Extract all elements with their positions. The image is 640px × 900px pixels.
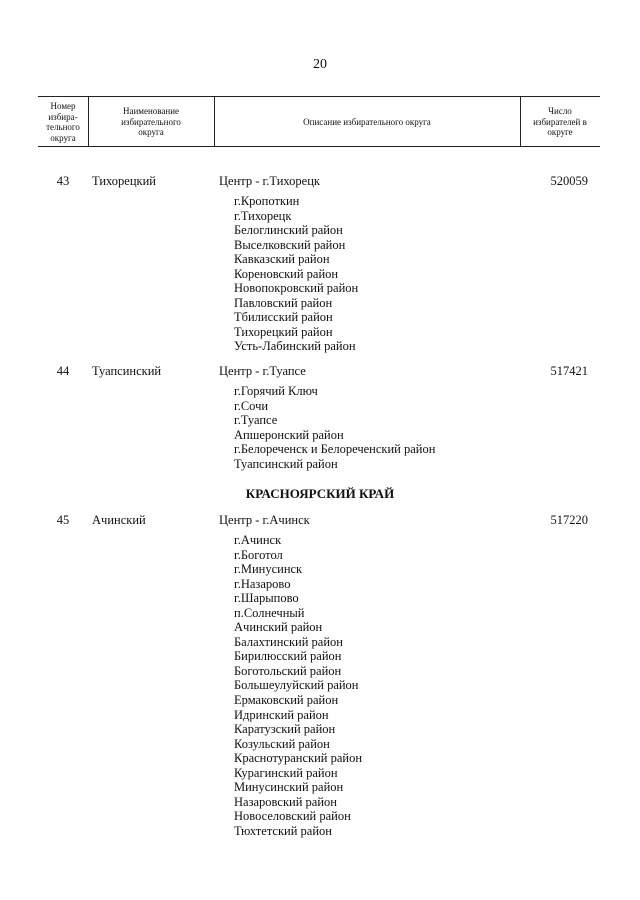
region-heading: КРАСНОЯРСКИЙ КРАЙ [245, 486, 395, 501]
district-voters: 517220 [550, 513, 588, 527]
header-text: округа [50, 132, 76, 143]
header-top-rule [38, 96, 600, 97]
header-text: округе [547, 127, 573, 138]
area-item: г.Горячий Ключ [234, 384, 318, 398]
area-item: г.Белореченск и Белореченский район [234, 442, 436, 457]
header-text: тельного [46, 122, 80, 132]
area-item: Апшеронский район [234, 427, 344, 442]
area-item: Курагинский район [234, 765, 338, 780]
district-center: Центр - г.Туапсе [219, 364, 306, 378]
header-bottom-rule [38, 146, 600, 147]
header-col-number [38, 100, 88, 144]
area-item: Новоселовский район [234, 809, 351, 824]
header-text: округа [138, 127, 164, 138]
area-item: г.Тихорецк [234, 208, 292, 223]
district-area-list [234, 533, 362, 838]
area-item: Павловский район [234, 295, 333, 310]
header-text: Наименование [122, 106, 180, 117]
district-voters: 517421 [550, 364, 588, 378]
area-item: Краснотуранский район [234, 751, 363, 766]
area-item: г.Ачинск [234, 533, 282, 547]
district-center: Центр - г.Ачинск [219, 513, 310, 527]
area-item: Тюхтетский район [234, 823, 332, 838]
district-name: Туапсинский [92, 364, 162, 378]
area-item: Идринский район [234, 707, 329, 722]
district-voters: 520059 [550, 174, 588, 188]
area-item: Ачинский район [234, 620, 323, 635]
header-text: избирателей в [533, 116, 587, 127]
area-item: п.Солнечный [234, 605, 305, 620]
area-item: Большеулуйский район [234, 678, 359, 693]
area-item: Кавказский район [234, 252, 330, 267]
page-number: 20 [313, 57, 327, 72]
area-item: Выселковский район [234, 237, 346, 252]
area-item: г.Шарыпово [234, 591, 299, 606]
area-item: Ермаковский район [234, 693, 339, 708]
area-item: г.Минусинск [234, 562, 303, 577]
area-item: Бирилюсский район [234, 649, 342, 664]
area-item: Каратузский район [234, 722, 336, 737]
district-area-list [234, 384, 435, 471]
area-item: г.Туапсе [234, 413, 278, 428]
area-item: Новопокровский район [234, 281, 359, 296]
area-item: Тихорецкий район [234, 324, 333, 339]
area-item: Белоглинский район [234, 223, 343, 238]
header-col-voters [520, 100, 600, 144]
area-item: Назаровский район [234, 794, 337, 809]
header-text: избирательного [121, 116, 181, 127]
area-item: Балахтинский район [234, 634, 343, 649]
district-name: Ачинский [92, 513, 146, 527]
area-item: Минусинский район [234, 780, 344, 795]
area-item: Козульский район [234, 736, 330, 751]
header-col-description [214, 100, 520, 144]
district-area-list [234, 194, 358, 354]
area-item: Боготольский район [234, 663, 342, 678]
area-item: г.Кропоткин [234, 194, 300, 208]
district-name: Тихорецкий [92, 174, 156, 188]
area-item: Кореновский район [234, 266, 339, 281]
area-item: г.Назарово [234, 576, 291, 591]
area-item: Тбилисский район [234, 310, 333, 325]
header-text: Описание избирательного округа [303, 116, 431, 127]
district-number: 43 [56, 174, 70, 188]
district-center: Центр - г.Тихорецк [219, 174, 320, 188]
area-item: г.Боготол [234, 547, 283, 562]
area-item: Туапсинский район [234, 456, 338, 471]
area-item: г.Сочи [234, 398, 269, 413]
header-text: избира- [48, 111, 78, 122]
district-number: 45 [56, 513, 70, 527]
header-text: Номер [50, 101, 76, 111]
header-col-name [88, 100, 214, 144]
district-number: 44 [56, 364, 70, 378]
header-text: Число [548, 106, 572, 117]
area-item: Усть-Лабинский район [234, 339, 356, 354]
